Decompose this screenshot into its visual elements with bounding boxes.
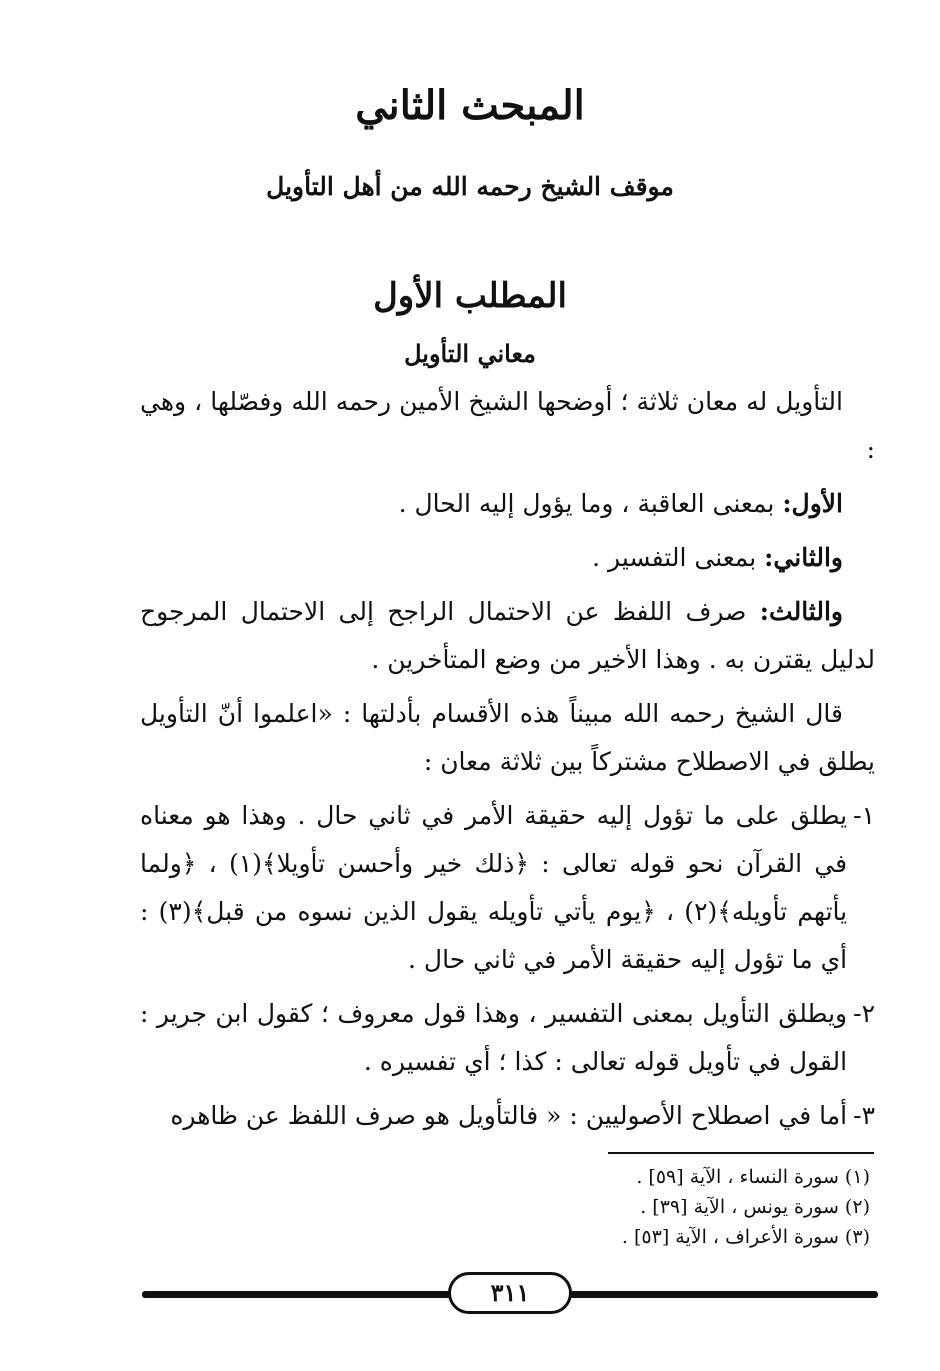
list-text: ويطلق التأويل بمعنى التفسير ، وهذا قول معروف ؛ كقول ابن جرير : القول في تأويل قوله تعالى : كذا ؛ أي تفسيره . bbox=[140, 999, 848, 1076]
meaning-second-text: بمعنى التفسير . bbox=[592, 543, 765, 572]
meaning-first-text: بمعنى العاقبة ، وما يؤول إليه الحال . bbox=[398, 489, 783, 518]
list-text: أما في اصطلاح الأصوليين : « فالتأويل هو صرف اللفظ عن ظاهره bbox=[170, 1101, 848, 1130]
section-subtitle: معاني التأويل bbox=[404, 339, 536, 368]
quote-intro-paragraph: قال الشيخ رحمه الله مبيناً هذه الأقسام بأدلتها : «اعلموا أنّ التأويل يطلق في الاصطلاح مشتركاً بين ثلاثة معان : bbox=[140, 699, 875, 776]
intro-paragraph: التأويل له معان ثلاثة ؛ أوضحها الشيخ الأمين رحمه الله وفصّلها ، وهي : bbox=[140, 387, 875, 464]
footnote-1: (١) سورة النساء ، الآية [٥٩] . bbox=[636, 1166, 870, 1188]
list-item bbox=[140, 792, 875, 984]
list-number: ١- bbox=[853, 801, 875, 830]
page-number: ٣١١ bbox=[448, 1272, 572, 1314]
footnote-separator bbox=[608, 1152, 874, 1154]
meaning-third-text: صرف اللفظ عن الاحتمال الراجح إلى الاحتمال المرجوح لدليل يقترن به . وهذا الأخير من وضع المتأخرين . bbox=[140, 597, 875, 674]
meaning-first bbox=[140, 480, 875, 528]
chapter-subtitle: موقف الشيخ رحمه الله من أهل التأويل bbox=[266, 172, 674, 201]
chapter-title: المبحث الثاني bbox=[355, 82, 585, 129]
section-title: المطلب الأول bbox=[373, 276, 567, 316]
meaning-first-label: الأول: bbox=[782, 489, 843, 518]
list-number: ٢- bbox=[853, 999, 875, 1028]
meaning-second bbox=[140, 534, 875, 582]
list-item bbox=[140, 1092, 875, 1140]
footnote-2: (٢) سورة يونس ، الآية [٣٩] . bbox=[640, 1196, 870, 1218]
list-item bbox=[140, 990, 875, 1086]
list-number: ٣- bbox=[853, 1101, 875, 1130]
meaning-third bbox=[140, 588, 875, 684]
footnotes bbox=[420, 1162, 870, 1252]
page-footer-bar bbox=[142, 1278, 878, 1307]
footnote-3: (٣) سورة الأعراف ، الآية [٥٣] . bbox=[621, 1226, 870, 1248]
body-text bbox=[140, 378, 875, 1146]
meaning-second-label: والثاني: bbox=[764, 543, 843, 572]
list-text: يطلق على ما تؤول إليه حقيقة الأمر في ثاني حال . وهذا هو معناه في القرآن نحو قوله تعالى : ﴿ذلك خير وأحسن تأويلا﴾(١) ، ﴿ولما يأتهم تأويله﴾(٢) ، ﴿يوم يأتي تأويله يقول الذين نسوه من قبل﴾(٣) : أي ما تؤول إليه حقيقة الأمر في ثاني حال . bbox=[140, 801, 848, 974]
meaning-third-label: والثالث: bbox=[759, 597, 843, 626]
